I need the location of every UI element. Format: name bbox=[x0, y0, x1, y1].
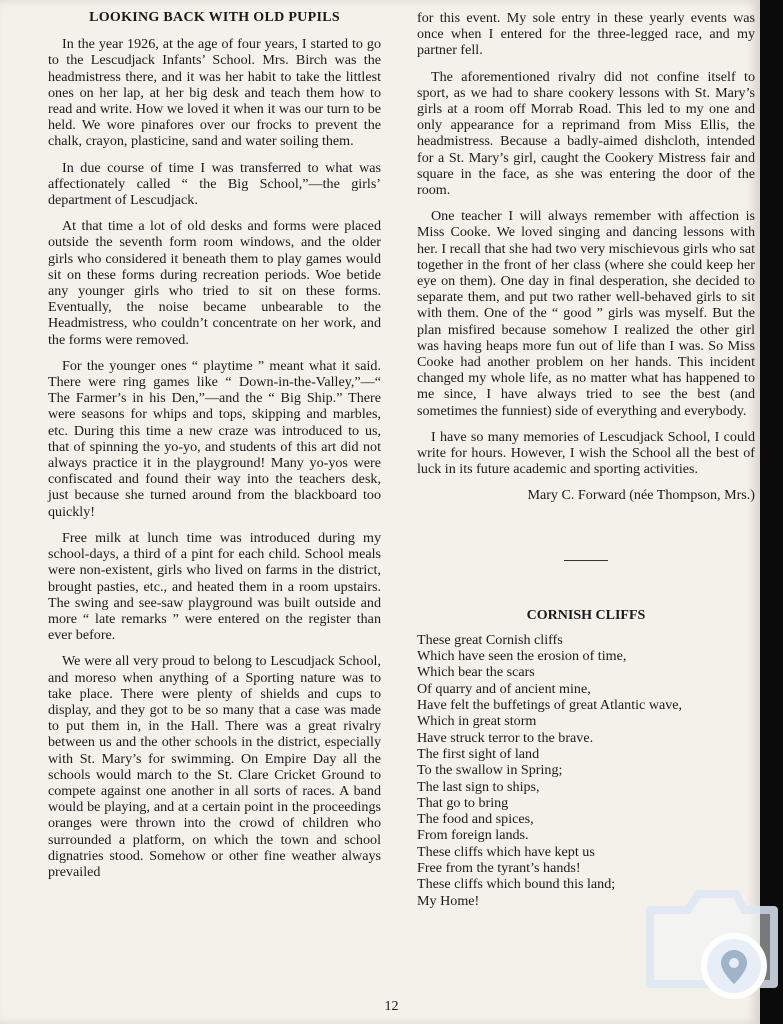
article-paragraph: We were all very proud to belong to Lescudjack School, and moreso when anything of a Sporting nature was to take place. There were plenty of shields and cups to display, and they got to be so many that a case was made to put them in, in the Hall. There was a great rivalry between us and the other schools in the district, especially with St. Mary’s for swimming. On Empire Day all the schools would march to the St. Clare Cricket Ground to compete against one another in all sorts of races. A band would be playing, and at a certain point in the proceedings oranges were thrown into the crowd of children who surrounded a platform, on which the town and school dignatries stood. Somehow or other fine weather always prevailed bbox=[48, 653, 381, 880]
poem-line: Which have seen the erosion of time, bbox=[417, 648, 627, 665]
poem-line: The food and spices, bbox=[417, 811, 534, 828]
article-paragraph: Free milk at lunch time was introduced during my school-days, a third of a pint for each child. School meals were non-existent, girls who lived on farms in the district, brought pasties, etc., and heated them in a room upstairs. The swing and see-saw playground was built outside and more “ late remarks ” were entered on the register than ever before. bbox=[48, 529, 381, 644]
poem-line: These great Cornish cliffs bbox=[417, 631, 563, 648]
poem-line: The last sign to ships, bbox=[417, 778, 540, 795]
poem-line: That go to bring bbox=[417, 794, 509, 811]
section-divider bbox=[564, 560, 608, 561]
article-paragraph: For the younger ones “ playtime ” meant what it said. There were ring games like “ Down-in-the-Valley,”—“ The Farmer’s in his Den,”—and the “ Big Ship.” There were seasons for whips and tops, skipping and marbles, etc. During this time a new craze was introduced to us, that of spinning the yo-yo, and students of this art did not always practice it in the playground! Many yo-yos were confiscated and found their way into the teachers desk, just because she turned around from the blackboard too quickly! bbox=[48, 357, 381, 520]
article-paragraph: In the year 1926, at the age of four years, I started to go to the Lescudjack Infants’ School. Mrs. Birch was the headmistress there, and it was her habit to take the littlest ones on her lap, at her big desk and teach them how to read and write. How we loved it when it was our turn to be held. We wore pinafores over our frocks to prevent the chalk, crayon, plasticine, sand and water soiling them. bbox=[48, 36, 381, 150]
article-title: LOOKING BACK WITH OLD PUPILS bbox=[89, 10, 340, 25]
poem-line: My Home! bbox=[417, 892, 480, 909]
poem-title: CORNISH CLIFFS bbox=[526, 607, 646, 623]
article-paragraph: One teacher I will always remember with affection is Miss Cooke. We loved singing and dancing lessons with her. I recall that she had two very mischievous girls who sat together in the front of her class (where she could keep her eye on them). One day in final desperation, she decided to separate them, and put two rather well-behaved girls to sit with them. One of the “ good ” girls was myself. But the plan misfired because somehow I realized the other girl was having heaps more fun out of life than I was. So Miss Cooke had another problem on her hands. This incident changed my whole life, as no matter what has happened to me since, I have always tried to see the best (and sometimes the funniest) side of everything and everybody. bbox=[417, 208, 755, 419]
poem-line: The first sight of land bbox=[417, 745, 540, 762]
poem-line: Free from the tyrant’s hands! bbox=[417, 860, 581, 877]
poem-line: Which in great storm bbox=[417, 713, 537, 730]
poem-line: Have struck terror to the brave. bbox=[417, 729, 594, 746]
poem-line: Have felt the buffetings of great Atlantic wave, bbox=[417, 697, 683, 714]
article-paragraph: At that time a lot of old desks and forms were placed outside the seventh form room windows, and the older girls who considered it beneath them to play games would sit on these forms during recreation periods. Woe betide any younger girls who tried to sit on these forms. Eventually, the noise became unbearable to the Headmistress, who couldn’t concentrate on her work, and the forms were removed. bbox=[48, 218, 381, 348]
poem-line: From foreign lands. bbox=[417, 827, 529, 844]
left-column bbox=[48, 10, 381, 890]
article-paragraph: The aforementioned rivalry did not confine itself to sport, as we had to share cookery lessons with St. Mary’s girls at a room off Morrab Road. This led to my one and only appearance for a reprimand from Miss Ellis, the headmistress. Because a badly-aimed dishcloth, intended for a St. Mary’s girl, caught the Cookery Mistress fair and square in the face, as she was entering the door of the room. bbox=[417, 68, 755, 199]
right-column bbox=[417, 10, 755, 909]
poem-line: Which bear the scars bbox=[417, 664, 535, 681]
poem-line: These cliffs which have kept us bbox=[417, 843, 595, 860]
article-paragraph: In due course of time I was transferred to what was affectionately called “ the Big School,”—the girls’ department of Lescudjack. bbox=[48, 159, 381, 209]
page-number: 12 bbox=[384, 999, 399, 1014]
poem-line: These cliffs which bound this land; bbox=[417, 876, 616, 893]
article-paragraph: I have so many memories of Lescudjack School, I could write for hours. However, I wish the School all the best of luck in its future academic and sporting activities. bbox=[417, 428, 755, 478]
poem-line: To the swallow in Spring; bbox=[417, 762, 563, 779]
poem-line: Of quarry and of ancient mine, bbox=[417, 680, 591, 697]
poem-lines bbox=[417, 632, 755, 909]
article-paragraph-continued: for this event. My sole entry in these yearly events was once when I entered for the three-legged race, and my partner fell. bbox=[417, 10, 755, 59]
author-signature: Mary C. Forward (née Thompson, Mrs.) bbox=[527, 487, 755, 504]
